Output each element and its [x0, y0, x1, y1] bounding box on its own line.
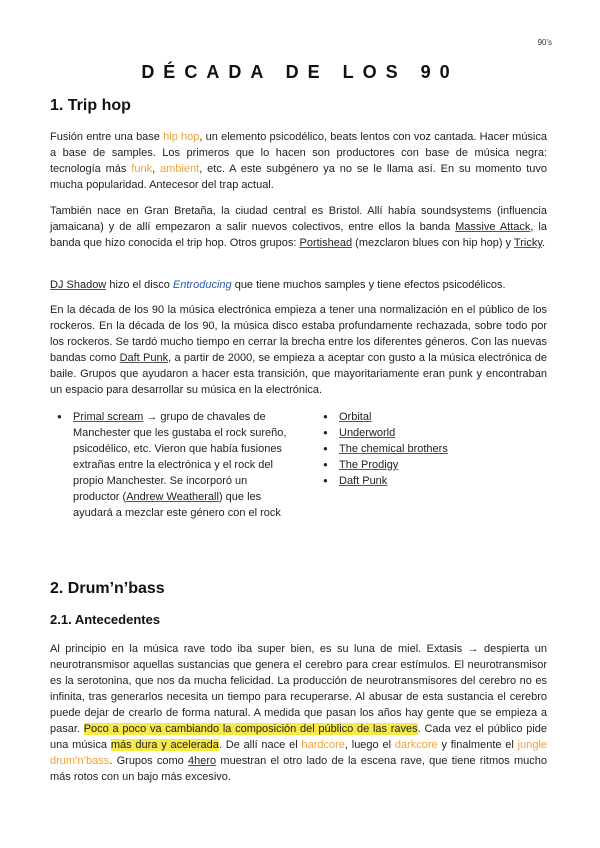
- genre-ambient: ambient: [160, 163, 200, 175]
- section-heading-trip-hop: 1. Trip hop: [50, 97, 131, 114]
- paragraph: En la década de los 90 la música electrónica empieza a tener una normalización en el público de los rockeros. En la década de los 90, la música disco estaba profundamente rechazada, sobre todo por los rockeros. Se tardó mucho tiempo en cerrar la brecha entre los diferentes géneros. Con las nuevas bandas como Daft Punk, a partir de 2000, se empieza a aceptar con gusto a la música electrónica de baile. Grupos que ayudaron a hacer esta transición, que mayoritariamente eran punk y encontraban un espacio para desarrollar su música en la electrónica.: [50, 304, 547, 396]
- album-entroducing: Entroducing: [172, 279, 232, 291]
- section-heading-drum-n-bass: 2. Drum’n’bass: [50, 580, 165, 597]
- list-item: [323, 409, 523, 425]
- link-primal-scream[interactable]: Primal scream: [73, 411, 144, 423]
- paragraph: Fusión entre una base hip hop, un elemento psicodélico, beats lentos con voz cantada. Hacer música a base de samples. Los primeros que lo hacen son productores con base de música negra: tecnología más funk, ambient, etc. A este subgénero ya no se le llama así. En su momento tuvo mucha popularidad. Antecesor del trap actual.: [50, 131, 547, 191]
- paragraph: DJ Shadow hizo el disco Entroducing que tiene muchos samples y tiene efectos psicodélicos.: [50, 279, 506, 291]
- list-item: [323, 473, 523, 489]
- link-dj-shadow[interactable]: DJ Shadow: [50, 279, 107, 291]
- running-header: 90's: [537, 38, 552, 47]
- list-item: [323, 425, 523, 441]
- list-right: [323, 409, 523, 489]
- paragraph: También nace en Gran Bretaña, la ciudad central es Bristol. Allí había soundsystems (influencia jamaicana) y de allí empezaron a salir nuevos colectivos, entre ellos la banda Massive Attack, la banda que hizo conocida el trip hop. Otros grupos: Portishead (mezclaron blues con hip hop) y Tricky.: [50, 205, 547, 249]
- list-left: [57, 409, 287, 521]
- link-4hero[interactable]: 4hero: [188, 755, 217, 767]
- link-tricky[interactable]: Tricky: [513, 237, 543, 249]
- list-item: ● Primal scream → grupo de chavales de Manchester que les gustaba el rock sureño, psicodélico, etc. Vieron que había fusiones extrañas entre la electrónica y el rock del propio Manchester. Se incorporó un productor (Andrew Weatherall) que les ayudará a mezclar este género con el rock: [57, 409, 287, 521]
- link-daft-punk[interactable]: Daft Punk: [119, 352, 169, 364]
- link-the-prodigy[interactable]: The Prodigy: [339, 459, 399, 471]
- link-underworld[interactable]: Underworld: [339, 427, 396, 439]
- paragraph: Al principio en la música rave todo iba super bien, es su luna de miel. Extasis → despierta un neurotransmisor aquellas sustancias que genera el cerebro para crear estímulos. El neurotransmisor es la serotonina, que nos da mucha felicidad. La producción de neurotransmisores del cerebro no es infinita, tras generarlos necesita un tiempo para recuperarse. Al abusar de esta sustancia el cerebro puede dejar de crearlo de forma natural. A medida que pasan los años hay gente que se empieza a pasar. Poco a poco va cambiando la composición del público de las raves. Cada vez el público pide una música más dura y acelerada. De allí nace el hardcore, luego el darkcore y finalmente el jungle drum’n’bass. Grupos como 4hero muestran el otro lado de la escena rave, que tiene ritmos mucho más rotos con un bajo más excesivo.: [50, 643, 548, 783]
- highlight: más dura y acelerada: [110, 739, 219, 751]
- highlight: Poco a poco va cambiando la composición del público de las raves: [83, 723, 418, 735]
- link-portishead[interactable]: Portishead: [299, 237, 353, 249]
- genre-hip-hop: hip hop: [163, 131, 200, 143]
- genre-darkcore: darkcore: [394, 739, 438, 751]
- list-item: [323, 441, 523, 457]
- genre-funk: funk: [131, 163, 153, 175]
- genre-jungle: jungle drum’n’bass: [50, 739, 548, 767]
- list-item: [323, 457, 523, 473]
- link-daft-punk-list[interactable]: Daft Punk: [339, 475, 388, 487]
- link-chemical-brothers[interactable]: The chemical brothers: [339, 443, 448, 455]
- link-orbital[interactable]: Orbital: [339, 411, 372, 423]
- link-massive-attack[interactable]: Massive Attack: [455, 221, 531, 233]
- document-title: DÉCADA DE LOS 90: [141, 62, 459, 82]
- subsection-heading-antecedentes: 2.1. Antecedentes: [50, 612, 161, 627]
- link-andrew-weatherall[interactable]: Andrew Weatherall: [126, 491, 219, 503]
- genre-hardcore: hardcore: [301, 739, 345, 751]
